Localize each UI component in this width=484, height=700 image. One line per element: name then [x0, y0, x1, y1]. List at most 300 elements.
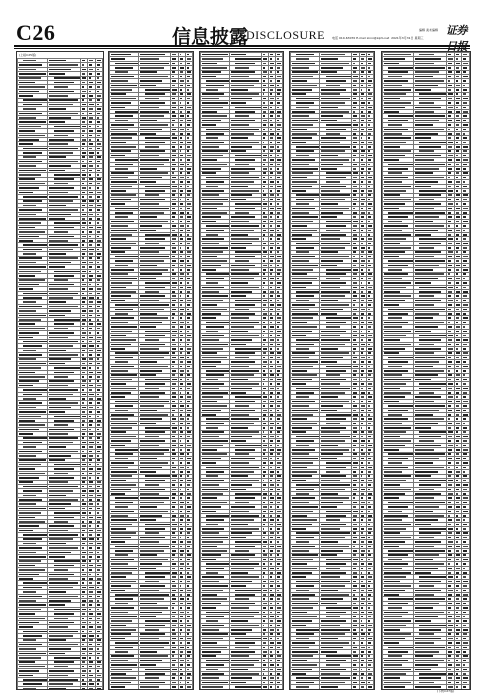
text-line: [111, 317, 134, 319]
text-line: [82, 222, 86, 224]
text-line: [187, 528, 191, 530]
text-line: [111, 186, 132, 188]
text-line: [140, 519, 156, 521]
text-line: [231, 71, 256, 73]
text-line: [140, 686, 159, 688]
text-line: [97, 143, 101, 145]
text-line: [97, 249, 99, 251]
text-line: [172, 98, 174, 100]
text-line: [202, 484, 219, 486]
text-line: [19, 468, 35, 470]
text-line: [172, 300, 175, 302]
text-line: [231, 607, 250, 609]
text-line: [82, 209, 84, 211]
text-line: [82, 631, 84, 633]
text-line: [19, 240, 33, 242]
text-line: [172, 172, 174, 174]
text-line: [270, 445, 272, 447]
text-line: [263, 58, 267, 60]
text-line: [263, 427, 266, 429]
text-line: [270, 471, 274, 473]
text-line: [270, 576, 272, 578]
text-line: [145, 98, 159, 100]
text-line: [202, 440, 228, 442]
text-line: [270, 120, 272, 122]
text-line: [235, 155, 261, 157]
text-line: [23, 104, 42, 106]
text-line: [187, 550, 189, 552]
text-line: [172, 625, 175, 627]
text-line: [82, 244, 84, 246]
text-line: [231, 603, 256, 605]
text-line: [187, 146, 190, 148]
text-line: [180, 317, 182, 319]
text-line: [263, 295, 266, 297]
text-line: [111, 107, 125, 109]
text-line: [19, 236, 39, 238]
text-line: [180, 348, 184, 350]
text-line: [111, 664, 137, 666]
text-line: [89, 196, 92, 198]
text-line: [263, 344, 266, 346]
text-line: [202, 339, 219, 341]
text-line: [202, 317, 216, 319]
text-line: [172, 370, 176, 372]
text-line: [180, 159, 183, 161]
text-line: [187, 664, 191, 666]
text-line: [23, 446, 36, 448]
text-line: [140, 607, 168, 609]
text-line: [115, 309, 133, 311]
text-line: [187, 405, 189, 407]
text-line: [270, 111, 274, 113]
text-line: [187, 265, 191, 267]
text-line: [206, 230, 224, 232]
text-line: [89, 670, 91, 672]
text-line: [23, 148, 47, 150]
text-line: [111, 238, 126, 240]
text-line: [231, 559, 250, 561]
text-line: [19, 73, 46, 75]
text-line: [277, 585, 281, 587]
text-line: [49, 433, 68, 435]
text-line: [187, 85, 191, 87]
text-line: [172, 471, 175, 473]
text-line: [206, 234, 218, 236]
text-line: [111, 612, 128, 614]
text-line: [145, 528, 165, 530]
text-line: [263, 225, 265, 227]
text-line: [180, 344, 182, 346]
text-line: [180, 76, 182, 78]
text-line: [180, 682, 182, 684]
text-line: [277, 269, 281, 271]
text-line: [270, 410, 272, 412]
text-line: [202, 550, 227, 552]
text-line: [140, 322, 162, 324]
text-line: [97, 512, 100, 514]
text-line: [49, 455, 71, 457]
text-line: [180, 221, 182, 223]
text-line: [270, 374, 274, 376]
text-line: [172, 642, 174, 644]
text-line: [140, 559, 168, 561]
text-line: [140, 568, 156, 570]
text-line: [172, 146, 174, 148]
text-line: [54, 468, 75, 470]
text-line: [54, 231, 68, 233]
text-line: [270, 107, 272, 109]
text-line: [89, 69, 93, 71]
text-line: [231, 427, 248, 429]
text-line: [89, 604, 92, 606]
text-line: [97, 236, 99, 238]
text-line: [97, 473, 100, 475]
text-line: [23, 196, 47, 198]
text-line: [187, 322, 189, 324]
text-line: [49, 530, 68, 532]
text-line: [89, 86, 92, 88]
text-line: [180, 89, 182, 91]
text-line: [172, 563, 176, 565]
text-line: [54, 661, 75, 663]
text-line: [82, 257, 84, 259]
text-line: [89, 477, 91, 479]
text-line: [231, 247, 246, 249]
text-line: [140, 493, 159, 495]
text-line: [187, 612, 189, 614]
text-line: [23, 394, 42, 396]
text-line: [97, 635, 99, 637]
text-line: [270, 480, 272, 482]
text-line: [187, 251, 191, 253]
text-line: [277, 190, 280, 192]
text-line: [270, 93, 272, 95]
text-line: [97, 543, 101, 545]
text-line: [187, 181, 191, 183]
table-cell: [110, 689, 139, 690]
text-line: [19, 670, 39, 672]
text-line: [202, 493, 223, 495]
text-line: [172, 497, 174, 499]
text-line: [172, 405, 176, 407]
text-line: [277, 67, 280, 69]
text-line: [202, 511, 216, 513]
text-line: [140, 348, 159, 350]
text-line: [206, 89, 218, 91]
text-line: [97, 293, 100, 295]
text-line: [23, 543, 36, 545]
text-line: [180, 238, 184, 240]
text-line: [97, 666, 100, 668]
text-line: [270, 594, 274, 596]
text-line: [231, 177, 259, 179]
text-line: [263, 396, 267, 398]
text-line: [172, 265, 175, 267]
text-line: [235, 357, 249, 359]
text-line: [89, 442, 93, 444]
text-line: [235, 502, 249, 504]
text-line: [140, 603, 157, 605]
text-line: [89, 525, 91, 527]
text-line: [206, 379, 218, 381]
text-line: [270, 467, 273, 469]
text-line: [23, 631, 47, 633]
text-line: [82, 345, 86, 347]
text-line: [89, 591, 92, 593]
text-line: [172, 554, 175, 556]
text-line: [82, 165, 86, 167]
text-line: [172, 339, 174, 341]
text-line: [89, 578, 93, 580]
text-line: [82, 69, 86, 71]
text-line: [187, 410, 191, 412]
text-line: [54, 279, 68, 281]
text-line: [49, 99, 78, 101]
text-line: [202, 344, 228, 346]
text-line: [19, 556, 46, 558]
text-line: [270, 405, 273, 407]
text-line: [140, 102, 165, 104]
text-line: [187, 225, 189, 227]
text-line: [180, 541, 184, 543]
text-line: [263, 418, 265, 420]
text-line: [89, 139, 91, 141]
text-line: [187, 335, 191, 337]
text-line: [180, 278, 183, 280]
text-line: [187, 76, 190, 78]
text-line: [172, 383, 175, 385]
text-line: [187, 594, 190, 596]
text-line: [277, 528, 280, 530]
text-line: [49, 301, 67, 303]
text-line: [49, 108, 67, 110]
text-line: [263, 172, 266, 174]
text-line: [180, 107, 184, 109]
text-line: [49, 358, 71, 360]
text-line: [82, 626, 85, 628]
text-line: [115, 603, 128, 605]
text-line: [263, 357, 265, 359]
text-line: [82, 205, 85, 207]
text-line: [145, 480, 165, 482]
text-line: [97, 174, 100, 176]
text-line: [111, 519, 137, 521]
text-line: [180, 146, 183, 148]
text-line: [187, 475, 190, 477]
text-line: [231, 414, 250, 416]
text-line: [231, 458, 256, 460]
text-line: [202, 585, 228, 587]
text-line: [111, 396, 125, 398]
text-line: [180, 225, 184, 227]
text-line: [277, 85, 279, 87]
text-line: [172, 243, 174, 245]
text-line: [140, 199, 165, 201]
text-line: [97, 591, 101, 593]
text-line: [89, 499, 91, 501]
text-line: [145, 194, 159, 196]
text-line: [19, 626, 33, 628]
text-line: [187, 686, 191, 688]
text-line: [206, 418, 229, 420]
text-line: [89, 345, 93, 347]
text-line: [140, 300, 159, 302]
text-line: [270, 361, 272, 363]
text-line: [19, 644, 42, 646]
text-line: [206, 80, 229, 82]
text-line: [187, 462, 190, 464]
text-line: [111, 431, 126, 433]
text-line: [277, 396, 280, 398]
text-line: [202, 256, 217, 258]
text-line: [145, 146, 159, 148]
text-line: [19, 477, 39, 479]
text-line: [140, 172, 168, 174]
text-line: [49, 350, 67, 352]
text-line: [82, 442, 86, 444]
text-line: [111, 590, 125, 592]
text-line: [89, 148, 92, 150]
text-line: [277, 146, 279, 148]
text-line: [187, 541, 191, 543]
text-line: [172, 655, 174, 657]
text-line: [111, 686, 125, 688]
text-line: [202, 304, 217, 306]
text-line: [49, 380, 75, 382]
text-line: [140, 506, 157, 508]
text-line: [49, 218, 65, 220]
text-line: [270, 85, 274, 87]
text-line: [89, 517, 93, 519]
text-line: [49, 688, 67, 690]
section-title: 信息披露: [172, 26, 249, 48]
text-line: [97, 596, 100, 598]
text-line: [140, 269, 168, 271]
text-line: [97, 455, 99, 457]
text-line: [277, 550, 280, 552]
text-line: [140, 273, 162, 275]
text-line: [263, 612, 265, 614]
text-line: [277, 287, 280, 289]
text-line: [172, 273, 176, 275]
text-line: [180, 489, 182, 491]
text-line: [82, 512, 86, 514]
text-line: [97, 64, 100, 66]
text-line: [270, 489, 273, 491]
text-line: [172, 120, 175, 122]
text-line: [187, 317, 190, 319]
text-line: [263, 238, 265, 240]
text-line: [49, 503, 71, 505]
text-line: [270, 186, 273, 188]
text-line: [231, 585, 246, 587]
text-line: [89, 227, 93, 229]
text-line: [19, 525, 39, 527]
text-line: [82, 389, 84, 391]
text-line: [89, 622, 91, 624]
text-line: [140, 260, 163, 262]
text-line: [277, 247, 281, 249]
text-line: [97, 565, 101, 567]
text-line: [49, 293, 78, 295]
text-line: [49, 604, 65, 606]
text-line: [206, 612, 229, 614]
text-line: [172, 137, 176, 139]
text-line: [187, 102, 189, 104]
text-line: [180, 511, 182, 513]
text-line: [140, 124, 168, 126]
text-line: [89, 530, 93, 532]
text-line: [231, 102, 246, 104]
text-line: [49, 446, 67, 448]
text-line: [270, 67, 273, 69]
text-line: [172, 427, 176, 429]
text-line: [97, 424, 100, 426]
text-line: [263, 431, 265, 433]
text-line: [23, 437, 47, 439]
text-line: [140, 392, 165, 394]
text-line: [19, 271, 41, 273]
text-line: [277, 462, 281, 464]
text-line: [180, 208, 183, 210]
text-line: [180, 199, 182, 201]
text-line: [187, 282, 190, 284]
text-line: [82, 464, 86, 466]
text-line: [180, 273, 184, 275]
text-line: [187, 247, 189, 249]
text-line: [270, 352, 274, 354]
text-line: [97, 618, 100, 620]
text-line: [263, 159, 266, 161]
text-line: [172, 537, 176, 539]
text-line: [54, 666, 68, 668]
text-line: [172, 150, 176, 152]
text-line: [270, 449, 274, 451]
text-line: [111, 392, 131, 394]
text-line: [115, 216, 128, 218]
text-line: [277, 519, 279, 521]
text-line: [180, 181, 183, 183]
text-line: [235, 550, 249, 552]
text-line: [82, 394, 86, 396]
text-line: [187, 142, 191, 144]
text-line: [23, 341, 47, 343]
text-line: [231, 388, 253, 390]
text-line: [172, 669, 176, 671]
text-line: [115, 647, 133, 649]
text-line: [270, 194, 274, 196]
text-line: [111, 677, 136, 679]
text-line: [19, 279, 45, 281]
text-line: [111, 366, 134, 368]
text-line: [89, 130, 93, 132]
text-line: [187, 115, 189, 117]
text-line: [270, 326, 274, 328]
text-line: [140, 590, 159, 592]
text-line: [97, 398, 101, 400]
text-line: [172, 445, 175, 447]
text-line: [140, 633, 165, 635]
text-line: [111, 58, 125, 60]
text-line: [49, 481, 68, 483]
text-line: [270, 339, 274, 341]
text-line: [19, 178, 35, 180]
text-line: [187, 67, 189, 69]
text-line: [19, 218, 46, 220]
text-line: [263, 392, 266, 394]
text-line: [187, 445, 191, 447]
